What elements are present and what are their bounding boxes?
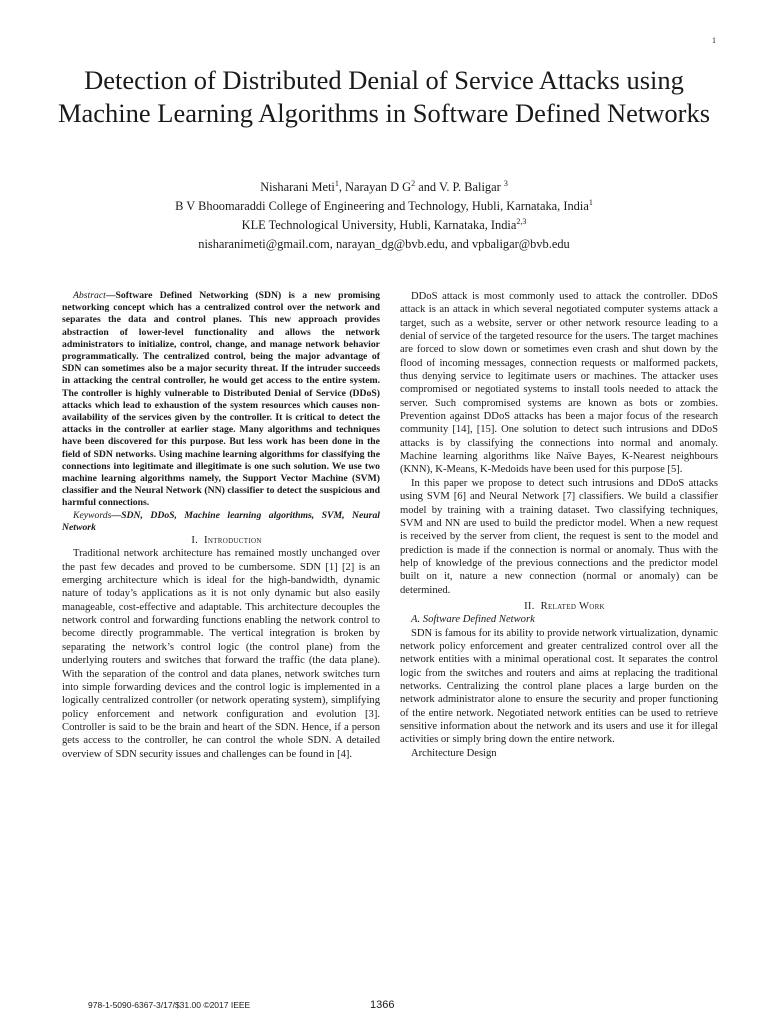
footer-page-number: 1366	[370, 999, 395, 1011]
footer-isbn: 978-1-5090-6367-3/17/$31.00 ©2017 IEEE	[88, 1000, 251, 1010]
abstract-text: —Software Defined Networking (SDN) is a new promising networking concept which has a centralized control over the network and separates the data and control planes. This new approach provides abstraction of lower-level functionality and allows the network administrators to initialize, control, change, and manage network behavior programmatically. The centralized control, being the major advantage of SDN can sometimes also be a major security threat. If the intruder succeeds in attacking the central controller, he would get access to the entire system. The controller is highly vulnerable to Distributed Denial of Service (DDoS) attacks which lead to exhaustion of the system resources which causes non-availability of the services given by the controller. It is critical to detect the attacks in the controller at earlier stage. Many algorithms and techniques have been discovered for this purpose. But less work has been done in the field of SDN networks. Using machine learning algorithms for classifying the connections into legitimate and illegitimate is one such solution. We use two machine learning algorithms namely, the Support Vector Machine (SVM) classifier and the Neural Network (NN) classifier to detect the suspicious and harmful connections.	[62, 290, 380, 509]
keywords-text: —SDN, DDoS, Machine learning algorithms, SVM, Neural Network	[62, 509, 380, 533]
author-block	[40, 178, 728, 254]
keywords-label: Keywords	[73, 509, 112, 521]
affiliation-1: B V Bhoomaraddi College of Engineering and Technology, Hubli, Karnataka, India$^1$	[175, 197, 593, 213]
paper-title: Detection of Distributed Denial of Service Attacks using Machine Learning Algorithms in Software Defined Networks	[57, 65, 711, 128]
ddos-paragraph: DDoS attack is most commonly used to attack the controller. DDoS attack is an attack in which several negotiated computer systems attack a target, such as a website, server or other network resource leading to a denial of service of the targeted resource for the users. The target machines are forced to slow down or sometimes even crash and shut down by the flood of incoming messages, connection requests or malformed packets, thus denying service to legitimate users or machines. The attacker uses compromised or negotiated systems to install tools needed to attack the server. Such compromised systems are known as bots or zombies. Prevention against DDoS attacks has been a major focus of the research community [14], [15]. One solution to detect such intrusions and DDoS attacks is by classifying the connections into normal and anomaly. Machine learning algorithms like Naïve Bayes, K-Nearest neighbours (KNN), K-Means, K-Medoids have been used for this purpose [5].	[400, 291, 718, 476]
keywords	[62, 510, 380, 534]
left-column	[62, 290, 380, 761]
section-heading-introduction: I. Introduction	[191, 535, 262, 547]
introduction-paragraph: Traditional network architecture has remained mostly unchanged over the past few decades and proved to be cumbersome. SDN [1] [2] is an emerging architecture which is ideal for the high-bandwidth, dynamic nature of today’s applications as it is not only dynamic but also easily manageable, cost-effective and adaptable. This architecture decouples the network control and forwarding functions enabling the network control to become directly programmable. The vertical integration is broken by separating the network’s control logic (the control plane) from the underlying routers and switches that forward the traffic (the data plane). With the separation of the control and data planes, network switches turn into simple forwarding devices and the control logic is implemented in a logically centralized controller (or network operating system), simplifying policy enforcement and network configuration and evolution [3]. Controller is said to be the brain and heart of the SDN. Hence, if a person gets access to the controller, he can control the whole SDN. A detailed overview of SDN security issues and challenges can be found in [4].	[62, 548, 380, 760]
proposal-paragraph: In this paper we propose to detect such intrusions and DDoS attacks using SVM [6] and Neural Network [7] classifiers. We build a classifier model by training with a training dataset. Two classifying techniques, SVM and NN are used to build the predictor model. When a new request is received by the server from client, the request is sent to the model and prediction is made if the connection is normal or anomaly. Thus with the help of knowledge of the previous connections and the predictor model built on it, nature a new connection (normal or anomaly) can be determined.	[400, 477, 718, 596]
right-column	[400, 290, 718, 760]
page-number: 1	[712, 36, 716, 45]
subsection-heading-sdn: A. Software Defined Network	[411, 614, 535, 626]
author-emails: nisharanimeti@gmail.com, narayan_dg@bvb.edu, and vpbaligar@bvb.edu	[198, 237, 570, 251]
architecture-design-line: Architecture Design	[411, 747, 497, 759]
sdn-paragraph: SDN is famous for its ability to provide network virtualization, dynamic network policy enforcement and greater centralized control over all the network entities with a minimal operational cost. It separates the control logic from the switches and routers and aims at replacing the traditional networks. Centralizing the control plane places a large burden on the network administrator alone to ensure the security and proper functioning of the entire network. Negotiated network entities can be used to retrieve sensitive information about the network and its users and use it for illegal activities or simply bring down the entire network.	[400, 627, 718, 746]
author-names: Nisharani Meti$^1$, Narayan D $G^2$ and V. P. Baligar $^3$	[260, 178, 508, 194]
abstract-label: Abstract	[73, 290, 106, 301]
abstract	[62, 290, 380, 510]
affiliation-2: KLE Technological University, Hubli, Karnataka, India$^{2,3}$	[241, 216, 527, 232]
section-heading-related-work: II. Related Work	[524, 600, 605, 612]
